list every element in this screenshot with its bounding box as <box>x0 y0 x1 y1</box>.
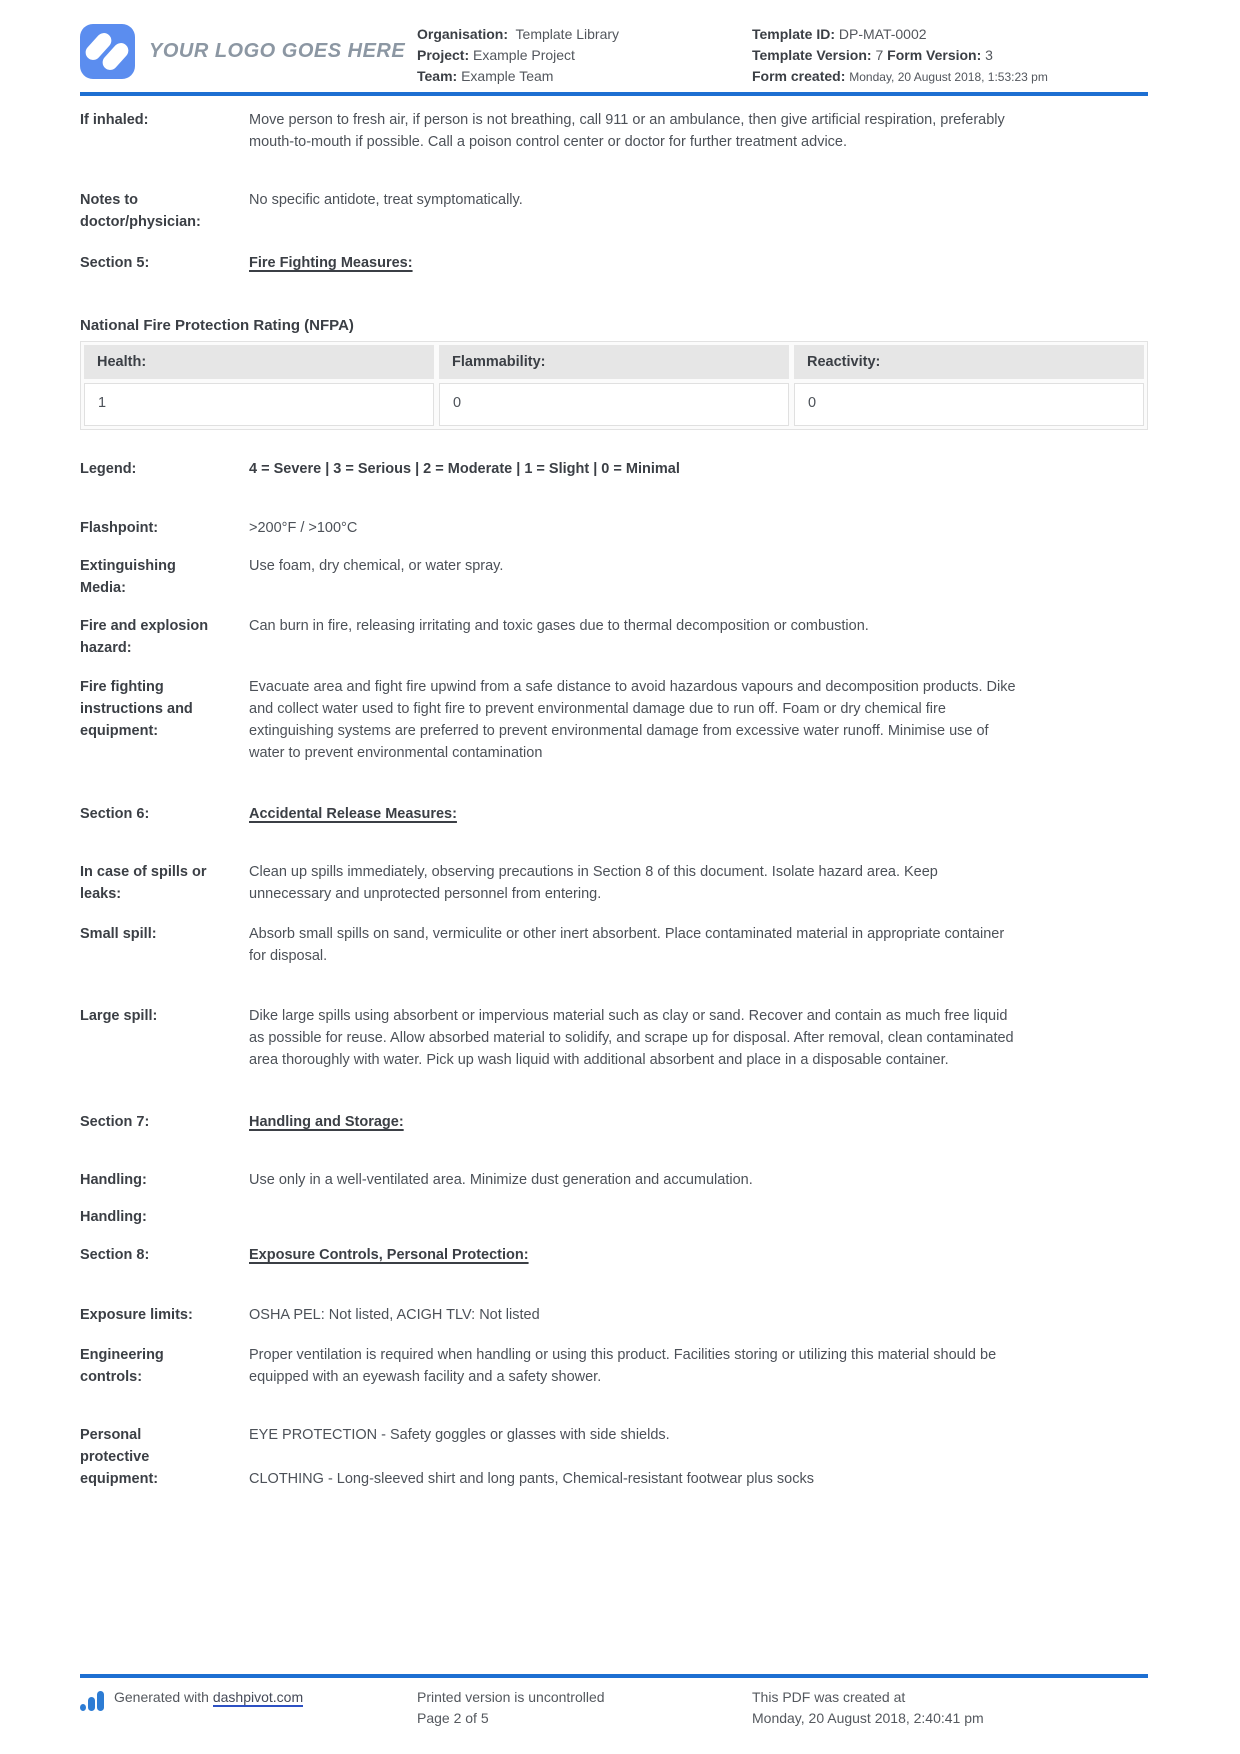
field-value: Can burn in fire, releasing irritating and toxic gases due to thermal decomposition or combustion. <box>249 618 869 634</box>
field-row-flashpoint <box>80 517 1148 539</box>
form-created-label: Form created: <box>752 68 846 84</box>
template-id-label: Template ID: <box>752 26 835 42</box>
field-row-if-inhaled <box>80 109 1148 153</box>
organisation-line <box>417 24 752 45</box>
project-value: Example Project <box>473 47 575 63</box>
nfpa-value-flammability: 0 <box>439 383 789 426</box>
pdf-created-label: This PDF was created at <box>752 1689 906 1705</box>
field-value <box>249 1206 1024 1228</box>
field-row-large-spill <box>80 1005 1148 1071</box>
field-label: Exposure limits: <box>80 1307 193 1323</box>
field-row-extinguishing-media <box>80 555 1148 599</box>
document-body <box>80 109 1148 1490</box>
legend-value: 4 = Severe | 3 = Serious | 2 = Moderate | 1 = Slight | 0 = Minimal <box>249 461 680 477</box>
project-label: Project: <box>417 47 470 63</box>
footer-generated <box>80 1687 417 1729</box>
nfpa-header-reactivity: Reactivity: <box>794 345 1144 379</box>
field-label: Flashpoint: <box>80 520 159 536</box>
section-label: Section 7: <box>80 1114 150 1130</box>
field-value: Use foam, dry chemical, or water spray. <box>249 558 504 574</box>
footer-divider <box>80 1674 1148 1678</box>
header-meta-left <box>417 24 752 87</box>
generated-prefix: Generated with <box>114 1689 213 1705</box>
team-label: Team: <box>417 68 458 84</box>
section-title: Exposure Controls, Personal Protection: <box>249 1247 529 1263</box>
section-title: Accidental Release Measures: <box>249 806 457 822</box>
field-label: Legend: <box>80 461 137 477</box>
generated-with-text <box>114 1687 303 1708</box>
form-created-line <box>752 66 1052 88</box>
field-value: Use only in a well-ventilated area. Minimize dust generation and accumulation. <box>249 1172 753 1188</box>
field-row-handling <box>80 1169 1148 1191</box>
ppe-clothing: CLOTHING - Long-sleeved shirt and long pants, Chemical-resistant footwear plus socks <box>249 1471 814 1487</box>
field-row-exposure-limits <box>80 1304 1148 1326</box>
brand <box>80 24 417 79</box>
field-label: Personal protective equipment: <box>80 1427 159 1487</box>
page-footer <box>80 1674 1148 1729</box>
organisation-value: Template Library <box>515 26 620 42</box>
form-version-value: 3 <box>985 47 993 63</box>
logo-placeholder-text: YOUR LOGO GOES HERE <box>149 40 406 62</box>
ppe-eye-protection: EYE PROTECTION - Safety goggles or glasses with side shields. <box>249 1427 670 1443</box>
field-label: Handling: <box>80 1209 147 1225</box>
nfpa-value-health: 1 <box>84 383 434 426</box>
section-label: Section 6: <box>80 806 150 822</box>
nfpa-header-flammability: Flammability: <box>439 345 789 379</box>
field-label: Fire fighting instructions and equipment: <box>80 679 193 739</box>
printed-version-text: Printed version is uncontrolled <box>417 1689 605 1705</box>
team-value: Example Team <box>461 68 554 84</box>
section-5-heading-row <box>80 252 1148 274</box>
field-label: In case of spills or leaks: <box>80 864 207 902</box>
field-row-handling-empty <box>80 1206 1148 1228</box>
field-value <box>249 1424 1024 1490</box>
field-label: Handling: <box>80 1172 147 1188</box>
template-id-value: DP-MAT-0002 <box>838 26 927 42</box>
field-label: Engineering controls: <box>80 1347 164 1385</box>
header-divider <box>80 92 1148 96</box>
field-label: Fire and explosion hazard: <box>80 618 209 656</box>
versions-line <box>752 45 1052 66</box>
dashpivot-logo-icon <box>80 1689 104 1711</box>
section-title: Handling and Storage: <box>249 1114 404 1130</box>
nfpa-header-health: Health: <box>84 345 434 379</box>
organisation-label: Organisation: <box>417 26 509 42</box>
form-version-label: Form Version: <box>887 47 982 63</box>
pdf-created-timestamp: Monday, 20 August 2018, 2:40:41 pm <box>752 1710 984 1726</box>
field-value: Dike large spills using absorbent or impervious material such as clay or sand. Recover and contain as much free liquid as possible for reuse. Allow absorbed material to solidify, and scrape up for disposal. After removal, clean contaminated area thoroughly with water. Pick up wash liquid with additional absorbent and place in a disposable container. <box>249 1008 1014 1068</box>
template-version-label: Template Version: <box>752 47 872 63</box>
field-value: No specific antidote, treat symptomatically. <box>249 192 523 208</box>
company-logo-icon <box>80 24 135 79</box>
field-row-ppe <box>80 1424 1148 1490</box>
field-row-fire-fighting-instructions <box>80 676 1148 764</box>
section-title: Fire Fighting Measures: <box>249 255 413 271</box>
template-version-value: 7 <box>875 47 884 63</box>
field-label: Large spill: <box>80 1008 158 1024</box>
page-header <box>80 24 1148 88</box>
section-label: Section 5: <box>80 255 150 271</box>
page-number-text: Page 2 of 5 <box>417 1710 489 1726</box>
section-8-heading-row <box>80 1244 1148 1266</box>
field-row-legend <box>80 458 1148 480</box>
field-value: Move person to fresh air, if person is not breathing, call 911 or an ambulance, then give artificial respiration, preferably mouth-to-mouth if possible. Call a poison control center or doctor for further treatment advice. <box>249 112 1005 150</box>
dashpivot-link[interactable]: dashpivot.com <box>212 1689 304 1705</box>
field-row-small-spill <box>80 923 1148 967</box>
field-value: Clean up spills immediately, observing precautions in Section 8 of this document. Isolate hazard area. Keep unnecessary and unprotected personnel from entering. <box>249 864 938 902</box>
footer-created <box>752 1687 1148 1729</box>
field-label: Small spill: <box>80 926 157 942</box>
field-label: If inhaled: <box>80 112 149 128</box>
section-6-heading-row <box>80 803 1148 825</box>
section-label: Section 8: <box>80 1247 150 1263</box>
team-line <box>417 66 752 87</box>
field-label: Extinguishing Media: <box>80 558 176 596</box>
template-id-line <box>752 24 1052 45</box>
nfpa-value-reactivity: 0 <box>794 383 1144 426</box>
field-value: Proper ventilation is required when handling or using this product. Facilities storing or utilizing this material should be equipped with an eyewash facility and a safety shower. <box>249 1347 997 1385</box>
section-7-heading-row <box>80 1111 1148 1133</box>
nfpa-table <box>80 341 1148 430</box>
field-value: OSHA PEL: Not listed, ACIGH TLV: Not listed <box>249 1307 540 1323</box>
field-row-spills-or-leaks <box>80 861 1148 905</box>
field-value: >200°F / >100°C <box>249 520 358 536</box>
field-label: Notes to doctor/physician: <box>80 192 201 230</box>
footer-center <box>417 1687 752 1729</box>
header-meta-right <box>752 24 1052 88</box>
field-row-fire-explosion-hazard <box>80 615 1148 659</box>
field-row-notes-to-doctor <box>80 189 1148 233</box>
form-created-value: Monday, 20 August 2018, 1:53:23 pm <box>849 70 1048 84</box>
field-row-engineering-controls <box>80 1344 1148 1388</box>
nfpa-heading: National Fire Protection Rating (NFPA) <box>80 317 354 334</box>
field-value: Evacuate area and fight fire upwind from a safe distance to avoid hazardous vapours and decomposition products. Dike and collect water used to fight fire to prevent environmental damage due to run off. Foam or dry chemical fire extinguishing systems are preferred to prevent environmental damage from excessive water runoff. Minimise use of water to prevent environmental contamination <box>249 679 1016 761</box>
project-line <box>417 45 752 66</box>
field-value: Absorb small spills on sand, vermiculite or other inert absorbent. Place contaminated material in appropriate container for disposal. <box>249 926 1005 964</box>
